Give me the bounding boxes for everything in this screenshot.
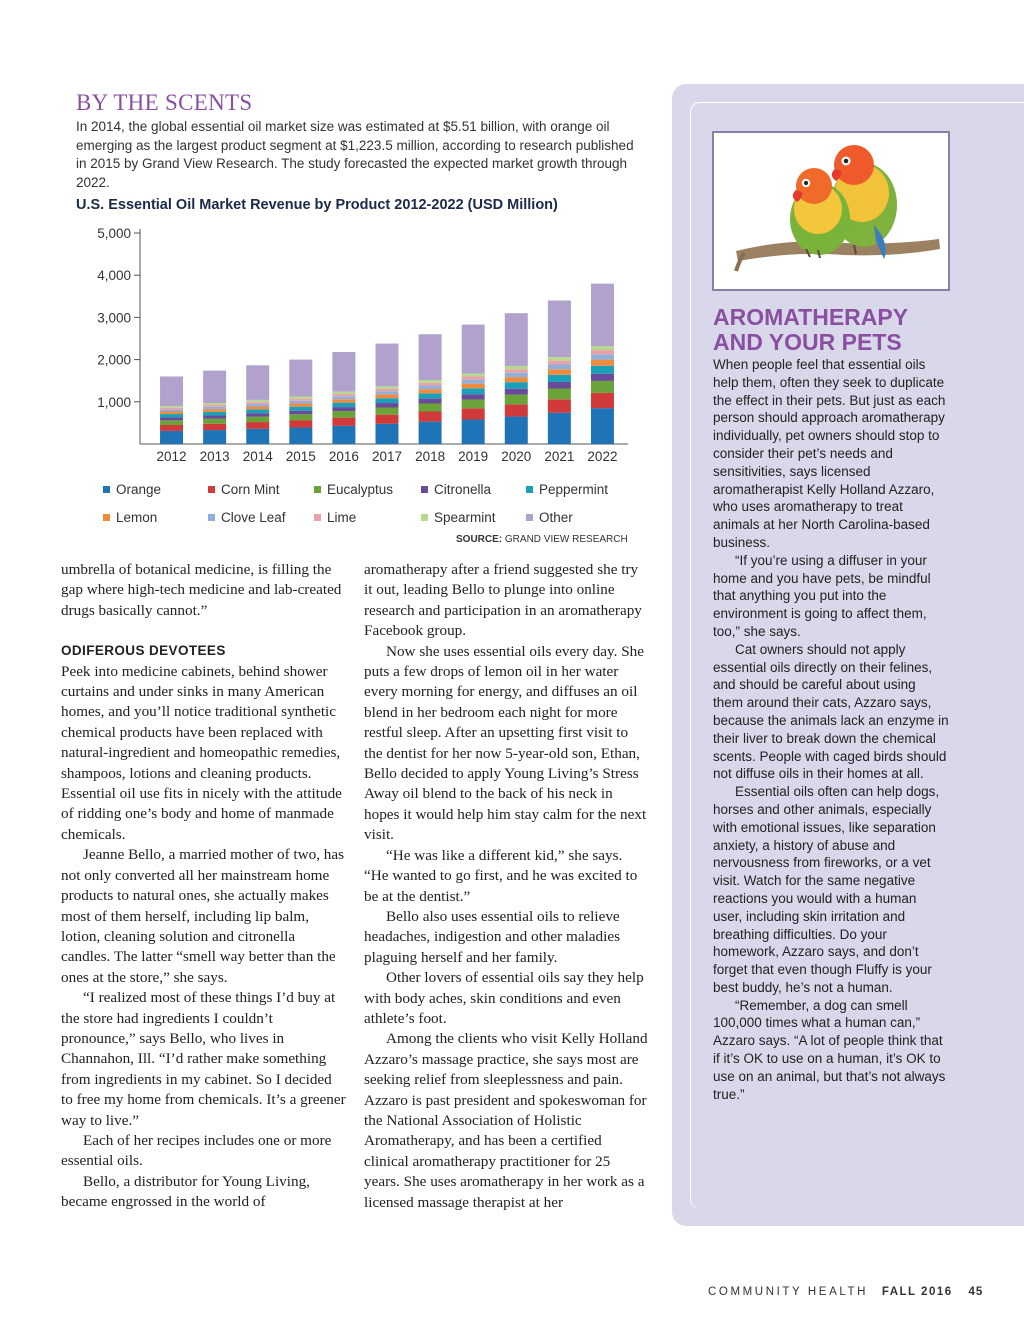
bar-segment-citronella [376,403,399,407]
x-tick-label: 2019 [458,449,489,464]
y-tick-label: 4,000 [97,268,131,284]
bar-segment-other [246,365,269,400]
bar-segment-lime [289,399,312,401]
paragraph: umbrella of botanical medicine, is filling the gap where high-tech medicine and lab-created drugs basically cannot.” [61,561,342,619]
bar-segment-orange [289,428,312,444]
bar-segment-peppermint [246,409,269,413]
legend-item [103,510,157,525]
bar-segment-peppermint [332,403,355,407]
page-footer [708,1286,983,1298]
bar-segment-corn-mint [160,425,183,431]
legend-swatch [526,514,533,521]
bar-segment-other [376,344,399,387]
bar-segment-lime [419,383,442,386]
bar-segment-lemon [203,409,226,412]
bar-segment-eucalyptus [246,417,269,422]
bar-segment-clove-leaf [289,401,312,404]
paragraph: Bello, a distributor for Young Living, became engrossed in the world of [61,1172,310,1211]
article-column-2 [364,560,648,1213]
magazine-name: COMMUNITY HEALTH [708,1286,869,1298]
subheading: ODIFEROUS DEVOTEES [61,643,226,659]
y-tick-label: 3,000 [97,310,131,326]
bar-segment-lemon [419,389,442,393]
bar-segment-corn-mint [419,412,442,422]
legend-item [208,510,286,525]
bar-segment-citronella [246,413,269,416]
bar-segment-peppermint [462,388,485,394]
bar-segment-corn-mint [289,420,312,427]
paragraph: Cat owners should not apply essential oils directly on their felines, and should be careful about using them around their cats, Azzaro says, because the animals lack an enzyme in their liver to break down the chemical scents. People with caged birds should not diffuse oils in their homes at all. [713,641,949,782]
bar-segment-eucalyptus [376,407,399,414]
bar-segment-lemon [376,394,399,398]
bar-segment-citronella [289,411,312,415]
bar-segment-spearmint [376,386,399,389]
legend-label: Lime [327,510,357,525]
legend-swatch [208,514,215,521]
bar-segment-citronella [160,417,183,420]
bar-segment-spearmint [548,357,571,361]
chart-title: U.S. Essential Oil Market Revenue by Product 2012-2022 (USD Million) [76,197,558,213]
lovebirds-photo [712,131,950,291]
bar-segment-orange [591,408,614,444]
bar-segment-eucalyptus [332,411,355,418]
x-tick-label: 2022 [587,449,618,464]
bar-segment-clove-leaf [160,409,183,411]
legend-label: Orange [116,482,162,497]
bar-segment-corn-mint [548,399,571,413]
bar-segment-corn-mint [505,404,528,416]
bar-segment-peppermint [160,414,183,417]
section-title: BY THE SCENTS [76,90,253,115]
legend-swatch [103,514,110,521]
bar-segment-lime [591,350,614,354]
bar-segment-corn-mint [376,415,399,424]
x-tick-label: 2017 [371,449,403,464]
sidebar-title: AROMATHERAPY AND YOUR PETS [713,304,908,355]
bar-segment-orange [246,429,269,444]
bar-segment-eucalyptus [289,414,312,420]
bar-segment-orange [160,431,183,444]
bar-segment-lime [203,405,226,407]
paragraph: Bello also uses essential oils to relieve headaches, indigestion and other maladies plaguing herself and her family. [364,907,620,966]
paragraph: Peek into medicine cabinets, behind shower curtains and under sinks in many American homes, and you’ll notice traditional synthetic chemical products have been replaced with natural-ingredient and homeopathic remedies, shampoos, lotions and cleaning products. Essential oil use fits in nicely with the attitude of ridding one’s body and home of manmade chemicals. [61,662,342,843]
legend-label: Lemon [116,510,158,525]
legend-item [208,482,280,497]
legend-swatch [208,486,215,493]
stacked-bar-chart [60,218,640,468]
source-label: SOURCE: [456,534,503,545]
bar-segment-eucalyptus [591,381,614,393]
bar-segment-other [332,352,355,392]
bar-segment-eucalyptus [160,420,183,425]
legend-item [314,482,393,497]
bar-segment-citronella [462,394,485,399]
paragraph: “I realized most of these things I’d buy at the store had ingredients I couldn’t pronounce,” says Bello, who lives in Channahon, Ill. “I’d rather make something from ingredients in my cabinet. So I decided to free my home from chemicals. It’s a greener way to live.” [61,989,346,1129]
legend-item [526,510,573,525]
bar-segment-peppermint [419,393,442,398]
bar-segment-peppermint [591,366,614,374]
bar-segment-orange [203,430,226,444]
bar-segment-spearmint [505,366,528,369]
bar-segment-other [160,376,183,406]
bar-segment-spearmint [332,392,355,394]
bar-segment-peppermint [376,398,399,403]
legend-swatch [103,486,110,493]
y-tick-label: 1,000 [97,394,131,410]
bar-segment-spearmint [203,403,226,405]
bar-segment-lemon [591,360,614,366]
bar-segment-peppermint [548,375,571,382]
legend-swatch [421,486,428,493]
intro-paragraph: In 2014, the global essential oil market size was estimated at $5.51 billion, with orange oil emerging as the largest product segment at $1,223.5 million, according to research published in 2015 by Grand View Research. The study forecasted the expected market growth through 2022. [76,119,634,190]
bar-segment-orange [462,420,485,444]
bar-segment-eucalyptus [419,403,442,411]
legend-label: Citronella [434,482,492,497]
bar-segment-corn-mint [203,424,226,430]
bar-segment-other [505,313,528,366]
x-tick-label: 2014 [242,449,273,464]
lovebirds-illustration [714,133,948,289]
legend-label: Corn Mint [221,482,280,497]
legend-swatch [314,514,321,521]
issue-label: FALL 2016 [881,1286,953,1298]
bar-segment-citronella [591,374,614,381]
bar-segment-citronella [548,382,571,389]
bar-segment-citronella [332,407,355,411]
x-tick-label: 2012 [156,449,187,464]
bar-segment-lemon [505,377,528,382]
legend-swatch [421,514,428,521]
bar-segment-clove-leaf [246,404,269,407]
bar-segment-other [203,371,226,403]
bar-segment-clove-leaf [203,407,226,409]
x-tick-label: 2015 [285,449,316,464]
paragraph: “Remember, a dog can smell 100,000 times what a human can,” Azzaro says. “A lot of people think that if it’s OK to use on a human, it’s OK to use on an animal, but that’s not always true.” [713,997,946,1102]
paragraph: “If you’re using a diffuser in your home and you have pets, be mindful that anything you put into the environment is going to affect them, too,” she says. [713,552,931,639]
bar-segment-clove-leaf [419,386,442,390]
bar-segment-peppermint [505,382,528,389]
bar-segment-eucalyptus [462,399,485,408]
bar-segment-lime [160,408,183,410]
source-name: GRAND VIEW RESEARCH [504,534,628,545]
paragraph: Essential oils often can help dogs, horses and other animals, especially with emotional issues, like separation anxiety, a history of abuse and nervousness from fireworks, or a vet visit. Watch for the same negative reactions you would with a human user, including skin irritation and breathing difficulties. Do your homework, Azzaro says, and don’t forget that even though Fluffy is your best buddy, he’s not a human. [713,784,940,995]
bar-segment-citronella [505,389,528,395]
bar-segment-other [462,325,485,374]
bar-segment-lime [376,389,399,392]
bar-segment-clove-leaf [505,373,528,377]
x-tick-label: 2018 [415,449,446,464]
bar-segment-lemon [548,369,571,374]
bar-segment-eucalyptus [548,389,571,400]
legend-label: Spearmint [434,510,496,525]
bar-segment-corn-mint [332,418,355,426]
paragraph: Each of her recipes includes one or more essential oils. [61,1131,332,1170]
bar-segment-clove-leaf [548,364,571,369]
bar-segment-lime [332,394,355,396]
bar-segment-lime [505,369,528,372]
bar-segment-lemon [332,399,355,402]
legend-item [314,510,356,525]
bar-segment-citronella [419,399,442,404]
y-tick-label: 2,000 [97,352,131,368]
paragraph: aromatherapy after a friend suggested she try it out, leading Bello to plunge into online research and participation in an aromatherapy Facebook group. [364,561,642,640]
article-column-1 [61,560,346,1213]
legend-swatch [314,486,321,493]
legend-label: Eucalyptus [327,482,394,497]
bar-segment-orange [505,417,528,444]
bar-segment-other [591,284,614,346]
paragraph: Among the clients who visit Kelly Holland Azzaro’s massage practice, she says most are seeking relief from sleeplessness and pain. Azzaro is past president and spokeswoman for the National Association of Holistic Aromatherapy, and has been a certified clinical aromatherapy practitioner for 25 years. She uses aromatherapy in her work as a licensed massage therapist at her [364,1030,648,1211]
bar-segment-other [289,360,312,397]
bar-segment-eucalyptus [203,419,226,424]
legend-item [103,482,161,497]
bar-segment-spearmint [160,406,183,408]
bar-segment-citronella [203,416,226,419]
bar-segment-orange [548,413,571,444]
legend-label: Peppermint [539,482,609,497]
bar-segment-other [419,334,442,380]
bar-segment-other [548,301,571,358]
legend-item [421,510,496,525]
x-tick-label: 2020 [501,449,532,464]
bar-segment-lemon [160,412,183,415]
bar-segment-peppermint [289,407,312,411]
bar-segment-spearmint [462,374,485,377]
paragraph: When people feel that essential oils help them, often they seek to duplicate the effect in their pets. But just as each person should approach aromatherapy individually, pet owners should stop to consider their pet’s needs and sensitivities, says licensed aromatherapist Kelly Holland Azzaro, who uses aromatherapy to treat animals at her North Carolina-based business. [713,357,946,550]
x-tick-label: 2021 [544,449,575,464]
bar-segment-orange [376,424,399,444]
bar-segment-corn-mint [246,422,269,429]
bar-segment-lemon [289,403,312,406]
bar-segment-corn-mint [591,393,614,408]
bar-segment-clove-leaf [462,380,485,384]
paragraph: Now she uses essential oils every day. She puts a few drops of lemon oil in her water every morning for energy, and diffuses an oil blend in her bedroom each night for more restful sleep. After an upsetting first visit to the dentist for her now 5-year-old son, Ethan, Bello decided to apply Young Living’s Stress Away oil blend to the back of his neck in hopes it would help him stay calm for the next visit. [364,642,647,844]
sidebar-text [713,356,949,1103]
bar-segment-lemon [246,406,269,409]
paragraph: Other lovers of essential oils say they help with body aches, skin conditions and even athlete’s foot. [364,969,644,1027]
x-tick-label: 2013 [199,449,230,464]
paragraph: “He was like a different kid,” she says. “He wanted to go first, and he was excited to be at the dentist.” [364,846,638,905]
page-number: 45 [968,1286,984,1298]
legend-swatch [526,486,533,493]
legend-item [421,482,491,497]
bar-segment-lime [548,361,571,365]
bar-segment-peppermint [203,412,226,416]
legend-label: Other [539,510,573,525]
legend-item [526,482,608,497]
paragraph: Jeanne Bello, a married mother of two, has not only converted all her mainstream home products to natural ones, she actually makes most of them herself, including lip balm, lotion, cleaning solution and citronella candles. The latter “smell way better than the ones at the store,” she says. [61,846,345,986]
y-tick-label: 5,000 [97,226,131,241]
bar-segment-corn-mint [462,408,485,419]
bar-segment-lemon [462,384,485,389]
x-tick-label: 2016 [328,449,359,464]
chart-source [456,534,628,545]
bar-segment-clove-leaf [376,391,399,394]
bar-segment-orange [332,426,355,444]
bar-segment-clove-leaf [332,396,355,399]
legend-label: Clove Leaf [221,510,286,525]
bar-segment-clove-leaf [591,354,614,359]
bar-segment-spearmint [591,346,614,350]
bar-segment-spearmint [246,400,269,402]
bar-segment-lime [246,402,269,404]
bar-segment-eucalyptus [505,395,528,405]
bar-segment-spearmint [289,397,312,399]
bar-segment-lime [462,376,485,379]
bar-segment-spearmint [419,380,442,383]
bar-segment-orange [419,422,442,444]
